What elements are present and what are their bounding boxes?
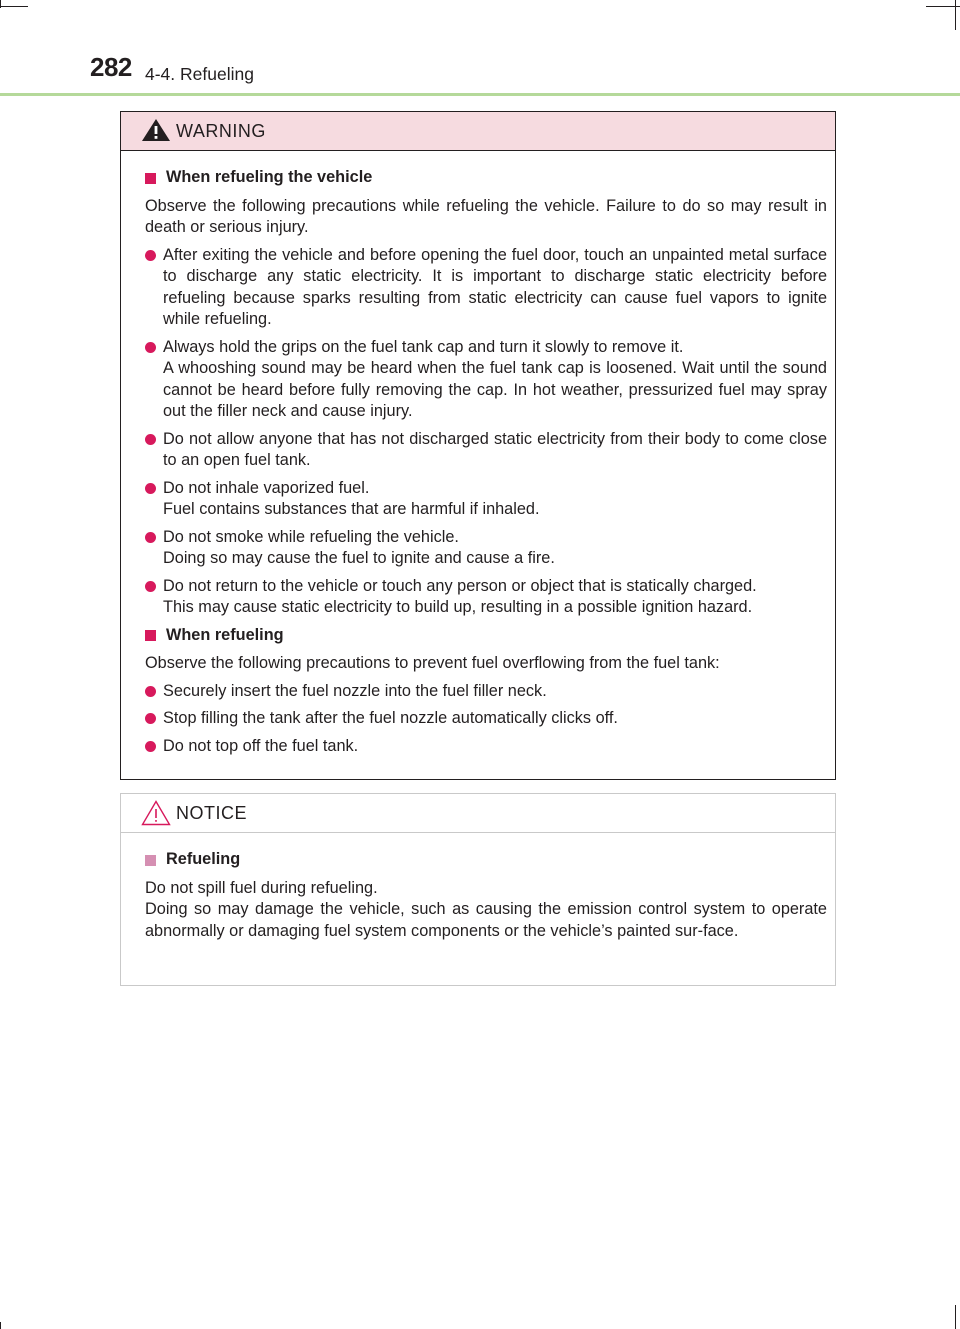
warning-heading: When refueling the vehicle (145, 167, 827, 189)
square-bullet-icon (145, 855, 156, 866)
page-number: 282 (90, 52, 132, 82)
header-rule (0, 93, 960, 96)
crop-mark (955, 1305, 956, 1329)
warning-intro: Observe the following precautions to prevent fuel overflowing from the fuel tank: (145, 654, 720, 672)
warning-intro: Observe the following precautions while refueling the vehicle. Failure to do so may result in death or serious injury. (145, 196, 827, 236)
section-title: 4-4. Refueling (145, 64, 254, 84)
notice-title: NOTICE (176, 803, 248, 823)
notice-body (121, 833, 835, 942)
round-bullet-icon (145, 250, 156, 261)
crop-mark (0, 1322, 1, 1329)
list-item: Do not smoke while refueling the vehicle. Doing so may cause the fuel to ignite and cause a fire. (145, 527, 827, 570)
warning-box (120, 111, 836, 780)
list-item: Do not inhale vaporized fuel. Fuel contains substances that are harmful if inhaled. (145, 478, 827, 521)
notice-header (121, 794, 835, 833)
notice-box (120, 793, 836, 986)
round-bullet-icon (145, 434, 156, 445)
square-bullet-icon (145, 173, 156, 184)
notice-triangle-icon (141, 800, 171, 831)
list-item: Securely insert the fuel nozzle into the fuel filler neck. (145, 681, 827, 703)
round-bullet-icon (145, 581, 156, 592)
list-item: Stop filling the tank after the fuel nozzle automatically clicks off. (145, 708, 827, 730)
list-item: Do not allow anyone that has not discharged static electricity from their body to come close to an open fuel tank. (145, 429, 827, 472)
square-bullet-icon (145, 630, 156, 641)
notice-text: Do not spill fuel during refueling. Doing so may damage the vehicle, such as causing the emission control system to operate abnormally or damaging fuel system components or the vehicle’s painted sur-face. (145, 878, 827, 940)
warning-header (121, 112, 835, 151)
round-bullet-icon (145, 342, 156, 353)
notice-heading: Refueling (145, 849, 827, 871)
warning-triangle-icon (141, 118, 171, 147)
round-bullet-icon (145, 532, 156, 543)
warning-title: WARNING (176, 121, 266, 141)
list-item: Do not return to the vehicle or touch any person or object that is statically charged. This may cause static electricity to build up, resulting in a possible ignition hazard. (145, 576, 827, 619)
warning-heading: When refueling (145, 625, 827, 647)
list-item: Always hold the grips on the fuel tank cap and turn it slowly to remove it. A whooshing sound may be heard when the fuel tank cap is loosened. Wait until the sound cannot be heard before fully removing the cap. In hot weather, pressurized fuel may spray out the filler neck and cause injury. (145, 337, 827, 423)
round-bullet-icon (145, 741, 156, 752)
page-header (0, 0, 960, 100)
round-bullet-icon (145, 713, 156, 724)
warning-body (121, 151, 835, 757)
list-item: Do not top off the fuel tank. (145, 736, 827, 758)
list-item: After exiting the vehicle and before opening the fuel door, touch an unpainted metal surface to discharge any static electricity. It is important to discharge static electricity before refueling because sparks resulting from static electricity can cause fuel vapors to ignite while refueling. (145, 245, 827, 331)
round-bullet-icon (145, 483, 156, 494)
round-bullet-icon (145, 686, 156, 697)
